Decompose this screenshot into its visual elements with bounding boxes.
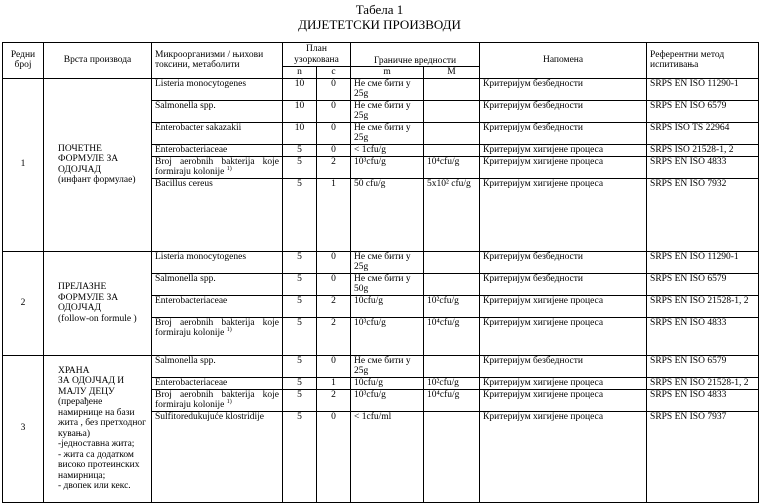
col-header-m: m	[351, 67, 424, 79]
col-header-M: M	[424, 67, 480, 79]
limit-m: Не сме бити у 25g	[351, 251, 424, 273]
sample-c: 0	[317, 100, 351, 122]
microorganism-name: Enterobacteriaceae	[155, 144, 228, 155]
microorganism-name: Salmonella spp.	[155, 273, 216, 284]
product-type-line: ФОРМУЛЕ ЗА	[58, 292, 119, 303]
sample-c: 0	[317, 251, 351, 273]
microorganism-cell	[152, 122, 283, 144]
footnote-marker: 1)	[226, 398, 232, 405]
col-header-plan: План узоркована	[283, 43, 351, 67]
microorganism-cell	[152, 178, 283, 251]
sample-c: 0	[317, 411, 351, 502]
footnote-marker: 1)	[226, 165, 232, 172]
limit-M	[424, 144, 480, 156]
microorganism-cell	[152, 251, 283, 273]
col-header-method: Референтни метод испитивања	[647, 43, 759, 79]
note: Критеријум хигијене процеса	[480, 389, 647, 411]
note: Критеријум хигијене процеса	[480, 411, 647, 502]
limit-m: Не сме бити у 25g	[351, 122, 424, 144]
limit-m: 10cfu/g	[351, 377, 424, 389]
limit-m: < 1cfu/ml	[351, 411, 424, 502]
product-type-line: (инфант формулае)	[58, 175, 136, 185]
limit-M	[424, 355, 480, 377]
microorganism-cell	[152, 273, 283, 295]
table-number: Табела 1	[355, 2, 404, 17]
sample-n: 10	[283, 100, 317, 122]
product-type-line: (follow-on formule )	[58, 313, 137, 324]
reference-method: SRPS ISO 21528-1, 2	[647, 144, 759, 156]
row-number: 2	[3, 251, 44, 355]
limit-M	[424, 100, 480, 122]
limit-m: 50 cfu/g	[351, 178, 424, 251]
note: Критеријум безбедности	[480, 251, 647, 273]
note: Критеријум хигијене процеса	[480, 178, 647, 251]
col-header-no: Редни број	[3, 43, 44, 79]
product-type	[44, 355, 152, 502]
reference-method: SRPS EN ISO 4833	[647, 317, 759, 355]
microorganism-name: Broj aerobnih bakterija koje formiraju kolonije	[155, 156, 279, 177]
limit-M: 5x10² cfu/g	[424, 178, 480, 251]
col-header-c: c	[317, 67, 351, 79]
row-number: 1	[3, 78, 44, 251]
note: Критеријум хигијене процеса	[480, 156, 647, 178]
sample-c: 2	[317, 295, 351, 317]
col-header-product: Врста производа	[44, 43, 152, 79]
limit-M	[424, 78, 480, 100]
limit-m: Не сме бити у 25g	[351, 355, 424, 377]
product-type-line: (прерађене намирнице на бази жита , без претходног кувања)	[58, 397, 147, 439]
product-type-line: ПОЧЕТНЕ	[58, 143, 102, 154]
sample-c: 1	[317, 377, 351, 389]
sample-n: 5	[283, 156, 317, 178]
sample-c: 2	[317, 317, 351, 355]
note: Критеријум хигијене процеса	[480, 144, 647, 156]
note: Критеријум безбедности	[480, 100, 647, 122]
limit-m: 10cfu/g	[351, 295, 424, 317]
limit-M: 10⁴cfu/g	[424, 389, 480, 411]
limit-M	[424, 273, 480, 295]
product-type-line: ОДОЈЧАД	[58, 164, 101, 175]
microorganism-name: Broj aerobnih bakterija koje formiraju kolonije	[155, 389, 279, 410]
reference-method: SRPS EN ISO 4833	[647, 156, 759, 178]
note: Критеријум безбедности	[480, 78, 647, 100]
microorganism-name: Enterobacter sakazakii	[155, 122, 242, 133]
limit-M: 10²cfu/g	[424, 295, 480, 317]
microorganism-cell	[152, 389, 283, 411]
microorganism-cell	[152, 317, 283, 355]
microorganism-name: Enterobacteriaceae	[155, 377, 228, 388]
reference-method: SRPS EN ISO 21528-1, 2	[647, 377, 759, 389]
sample-c: 0	[317, 144, 351, 156]
microorganism-cell	[152, 100, 283, 122]
limit-m: Не сме бити у 50g	[351, 273, 424, 295]
limit-M	[424, 411, 480, 502]
col-header-note: Напомена	[480, 43, 647, 79]
note: Критеријум безбедности	[480, 355, 647, 377]
table-row	[3, 78, 759, 100]
product-type-line: ЗА ОДОЈЧАД И	[58, 376, 125, 386]
limit-m: < 1cfu/g	[351, 144, 424, 156]
note: Критеријум хигијене процеса	[480, 377, 647, 389]
product-type	[44, 251, 152, 355]
microorganism-name: Enterobacteriaceae	[155, 295, 228, 306]
row-number: 3	[3, 355, 44, 502]
col-header-limits: Граничне вредности	[351, 43, 480, 67]
product-type-line: - двопек или кекс.	[58, 481, 131, 491]
table-row	[3, 355, 759, 377]
sample-n: 5	[283, 295, 317, 317]
limit-M: 10²cfu/g	[424, 377, 480, 389]
reference-method: SRPS EN ISO 11290-1	[647, 78, 759, 100]
microorganism-name: Listeria monocytogenes	[155, 251, 247, 262]
table-title: ДИЈЕТЕТСКИ ПРОИЗВОДИ	[298, 17, 461, 32]
microorganism-cell	[152, 78, 283, 100]
product-type-line: ОДОЈЧАД	[58, 303, 101, 313]
reference-method: SRPS EN ISO 6579	[647, 355, 759, 377]
microorganism-cell	[152, 377, 283, 389]
sample-n: 5	[283, 411, 317, 502]
col-header-micro: Микроорганизми / њихови токсини, метаболити	[152, 43, 283, 79]
limit-m: 10³cfu/g	[351, 389, 424, 411]
sample-n: 5	[283, 377, 317, 389]
dietetic-products-table	[2, 42, 759, 503]
sample-c: 0	[317, 122, 351, 144]
limit-m: 10³cfu/g	[351, 317, 424, 355]
reference-method: SRPS EN ISO 11290-1	[647, 251, 759, 273]
microorganism-name: Bacillus cereus	[155, 178, 213, 189]
limit-M: 10⁴cfu/g	[424, 317, 480, 355]
sample-n: 5	[283, 251, 317, 273]
sample-c: 0	[317, 355, 351, 377]
sample-c: 2	[317, 156, 351, 178]
reference-method: SRPS ISO TS 22964	[647, 122, 759, 144]
product-type-line: - жита са додатком високо протеинских намирница;	[58, 449, 140, 481]
microorganism-name: Sulfitoredukujuće klostridije	[155, 411, 264, 422]
microorganism-cell	[152, 355, 283, 377]
product-type-line: ФОРМУЛЕ ЗА	[58, 154, 119, 164]
limit-M	[424, 251, 480, 273]
footnote-marker: 1)	[226, 326, 232, 333]
table-body	[3, 78, 759, 502]
sample-c: 2	[317, 389, 351, 411]
col-header-n: n	[283, 67, 317, 79]
note: Критеријум хигијене процеса	[480, 295, 647, 317]
microorganism-name: Broj aerobnih bakterija koje formiraju kolonije	[155, 317, 279, 338]
microorganism-name: Listeria monocytogenes	[155, 78, 247, 89]
note: Критеријум безбедности	[480, 122, 647, 144]
reference-method: SRPS EN ISO 7937	[647, 411, 759, 502]
product-type	[44, 78, 152, 251]
microorganism-cell	[152, 144, 283, 156]
sample-n: 10	[283, 78, 317, 100]
sample-n: 5	[283, 317, 317, 355]
microorganism-name: Salmonella spp.	[155, 355, 216, 366]
microorganism-cell	[152, 156, 283, 178]
table-caption	[0, 2, 759, 32]
reference-method: SRPS EN ISO 6579	[647, 273, 759, 295]
reference-method: SRPS EN ISO 21528-1, 2	[647, 295, 759, 317]
product-type-line: -једноставна жита;	[58, 439, 135, 449]
reference-method: SRPS EN ISO 4833	[647, 389, 759, 411]
reference-method: SRPS EN ISO 6579	[647, 100, 759, 122]
note: Критеријум хигијене процеса	[480, 317, 647, 355]
sample-n: 5	[283, 144, 317, 156]
sample-c: 0	[317, 78, 351, 100]
product-type-line: ХРАНА	[58, 365, 90, 376]
sample-n: 5	[283, 178, 317, 251]
product-type-line: ПРЕЛАЗНЕ	[58, 282, 107, 292]
microorganism-cell	[152, 295, 283, 317]
sample-n: 10	[283, 122, 317, 144]
sample-c: 0	[317, 273, 351, 295]
microorganism-cell	[152, 411, 283, 502]
sample-n: 5	[283, 355, 317, 377]
note: Критеријум безбедности	[480, 273, 647, 295]
limit-M	[424, 122, 480, 144]
limit-m: 10³cfu/g	[351, 156, 424, 178]
reference-method: SRPS EN ISO 7932	[647, 178, 759, 251]
table-row	[3, 251, 759, 273]
product-type-line: МАЛУ ДЕЦУ	[58, 386, 115, 397]
sample-n: 5	[283, 273, 317, 295]
sample-n: 5	[283, 389, 317, 411]
sample-c: 1	[317, 178, 351, 251]
limit-m: Не сме бити у 25g	[351, 100, 424, 122]
limit-m: Не сме бити у 25g	[351, 78, 424, 100]
limit-M: 10⁴cfu/g	[424, 156, 480, 178]
microorganism-name: Salmonella spp.	[155, 100, 216, 111]
